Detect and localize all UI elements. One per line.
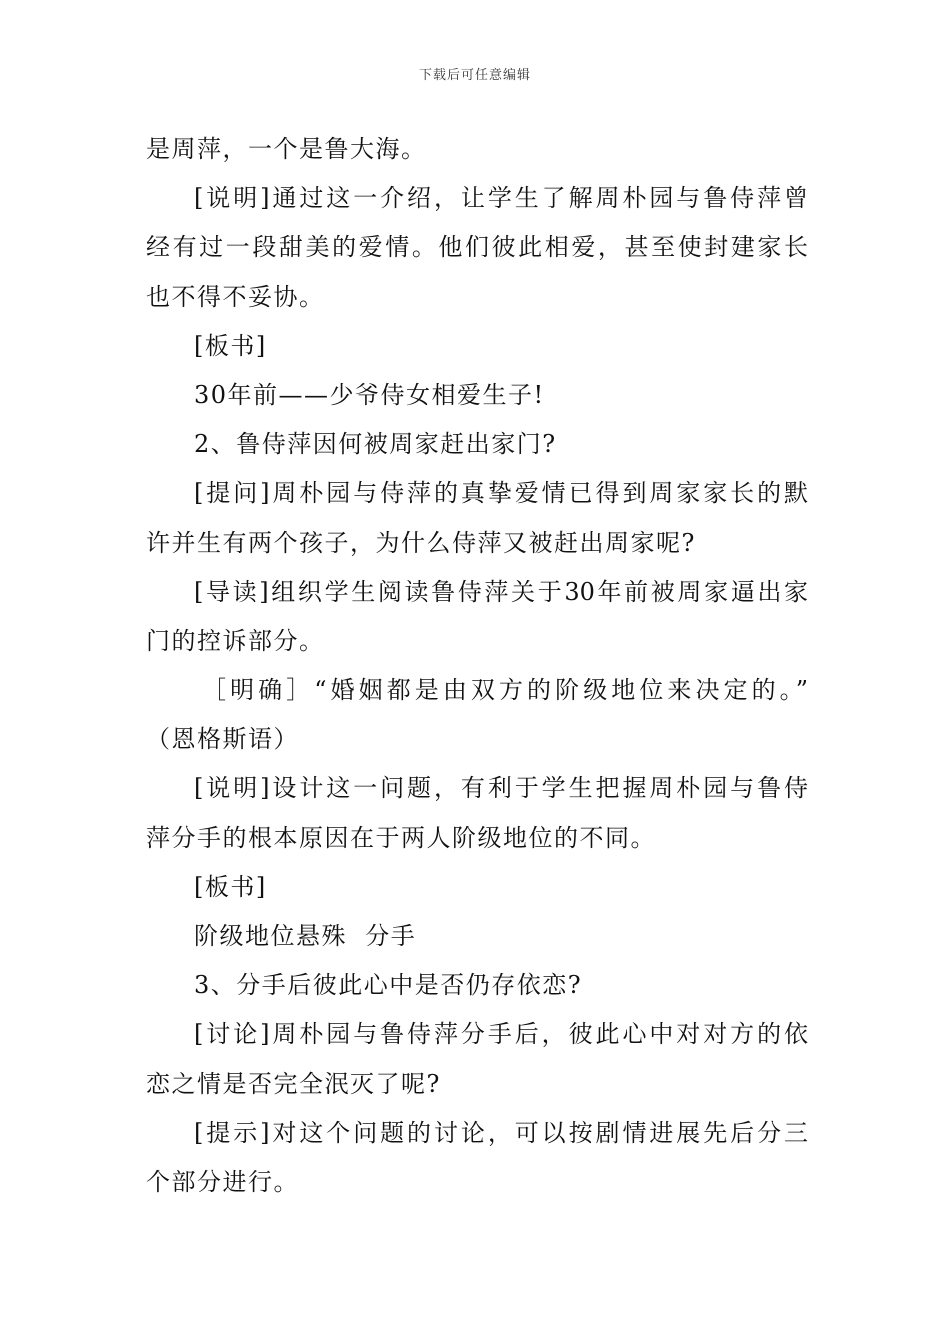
text-line: [板书] (194, 331, 267, 360)
text-line: [讨论]周朴园与鲁侍萍分手后，彼此心中对对方的依 (194, 1020, 808, 1049)
text-line: 是周萍，一个是鲁大海。 (146, 135, 427, 163)
text-line: 个部分进行。 (146, 1167, 299, 1196)
text-line: 萍分手的根本原因在于两人阶级地位的不同。 (146, 823, 656, 852)
text-line: 3、分手后彼此心中是否仍存依恋? (194, 971, 583, 1000)
document-body (146, 128, 808, 1210)
text-line: 阶级地位悬殊 分手 (194, 922, 417, 950)
text-line: （恩格斯语） (146, 725, 299, 754)
text-line: 30年前——少爷侍女相爱生子! (194, 380, 545, 409)
text-line: 2、鲁侍萍因何被周家赶出家门? (194, 430, 557, 459)
text-line: [说明]设计这一问题，有利于学生把握周朴园与鲁侍 (194, 774, 808, 803)
text-line: [说明]通过这一介绍，让学生了解周朴园与鲁侍萍曾 (194, 184, 808, 213)
text-line: ［明确］“婚姻都是由双方的阶级地位来决定的。” (202, 676, 808, 705)
text-line: 恋之情是否完全泯灭了呢? (146, 1069, 441, 1098)
text-line: 也不得不妥协。 (146, 282, 325, 311)
text-line: [导读]组织学生阅读鲁侍萍关于30年前被周家逼出家 (194, 577, 808, 606)
text-line: [提示]对这个问题的讨论，可以按剧情进展先后分三 (194, 1118, 808, 1147)
text-line: 门的控诉部分。 (146, 626, 325, 655)
text-line: 许并生有两个孩子，为什么侍萍又被赶出周家呢? (146, 528, 696, 557)
text-line: 经有过一段甜美的爱情。他们彼此相爱，甚至使封建家长 (146, 233, 808, 262)
text-line: [提问]周朴园与侍萍的真挚爱情已得到周家家长的默 (194, 479, 808, 508)
text-line: [板书] (194, 872, 267, 901)
page-header: 下载后可任意编辑 (418, 68, 531, 83)
